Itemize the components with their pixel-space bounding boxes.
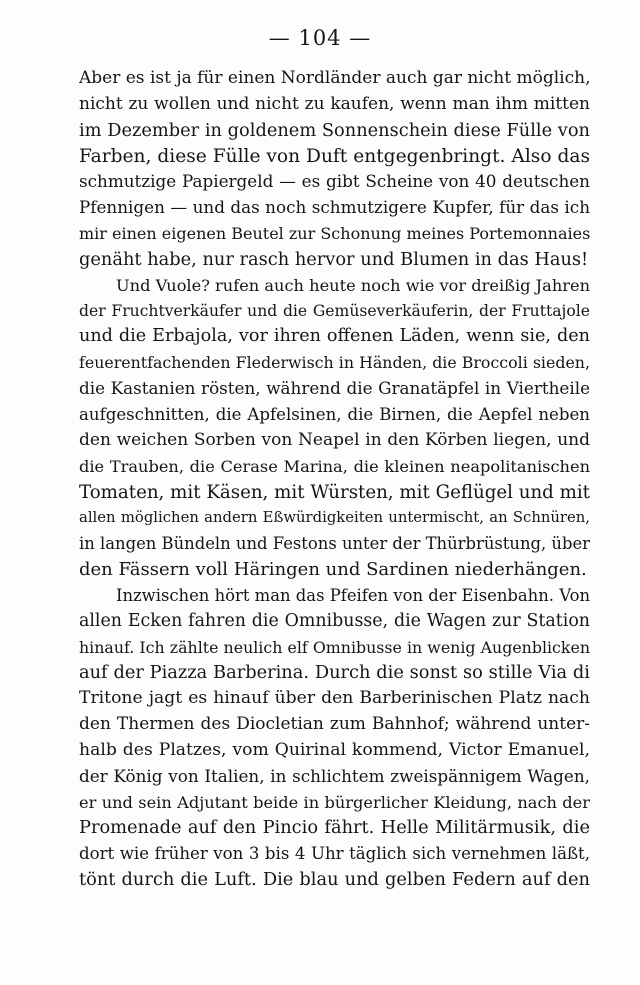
- text-line: mir einen eigenen Beutel zur Schonung meines Portemonnaies: [79, 224, 590, 244]
- text-line: hinauf. Ich zählte neulich elf Omnibusse in wenig Augenblicken: [79, 637, 590, 657]
- text-line: Promenade auf den Pincio fährt. Helle Militärmusik, die: [79, 817, 590, 839]
- text-line: die Trauben, die Cerase Marina, die kleinen neapolitanischen: [79, 456, 590, 476]
- text-line: Aber es ist ja für einen Nordländer auch gar nicht möglich,: [79, 68, 590, 88]
- text-line: dort wie früher von 3 bis 4 Uhr täglich sich vernehmen läßt,: [79, 844, 590, 864]
- text-line: Farben, diese Fülle von Duft entgegenbringt. Also das: [79, 145, 590, 167]
- text-line: allen möglichen andern Eßwürdigkeiten untermischt, an Schnüren,: [79, 509, 590, 527]
- text-line: Pfennigen — und das noch schmutzigere Kupfer, für das ich: [79, 197, 590, 218]
- text-line: der Fruchtverkäufer und die Gemüseverkäuferin, der Fruttajole: [79, 301, 590, 320]
- text-line: aufgeschnitten, die Apfelsinen, die Birnen, die Aepfel neben: [79, 404, 590, 424]
- text-line: auf der Piazza Barberina. Durch die sonst so stille Via di: [79, 662, 590, 684]
- text-line: tönt durch die Luft. Die blau und gelben Federn auf den: [79, 869, 590, 891]
- text-line: er und sein Adjutant beide in bürgerlicher Kleidung, nach der: [79, 792, 590, 812]
- text-line: den weichen Sorben von Neapel in den Körben liegen, und: [79, 429, 590, 450]
- text-line: im Dezember in goldenem Sonnenschein diese Fülle von: [79, 119, 590, 141]
- text-line: feuerentfachenden Flederwisch in Händen, die Broccoli sieden,: [79, 353, 590, 373]
- text-line: allen Ecken fahren die Omnibusse, die Wagen zur Station: [79, 610, 590, 631]
- text-line: und die Erbajola, vor ihren offenen Läden, wenn sie, den: [79, 326, 590, 347]
- text-line: Tritone jagt es hinauf über den Barberinischen Platz nach: [79, 688, 590, 709]
- text-line: in langen Bündeln und Festons unter der Thürbrüstung, über: [79, 534, 590, 554]
- text-line: nicht zu wollen und nicht zu kaufen, wenn man ihm mitten: [79, 93, 590, 114]
- text-line: Und Vuole? rufen auch heute noch wie vor dreißig Jahren: [116, 275, 590, 295]
- text-line: die Kastanien rösten, während die Granatäpfel in Viertheile: [79, 378, 590, 399]
- text-line: Tomaten, mit Käsen, mit Würsten, mit Geflügel und mit: [79, 481, 590, 503]
- body-text: [79, 66, 590, 893]
- page-number: — 104 —: [268, 26, 372, 50]
- text-line: halb des Platzes, vom Quirinal kommend, Victor Emanuel,: [79, 739, 590, 760]
- text-line: den Fässern voll Häringen und Sardinen niederhängen.: [79, 559, 587, 581]
- text-line: den Thermen des Diocletian zum Bahnhof; während unter-: [79, 714, 590, 735]
- text-line: schmutzige Papiergeld — es gibt Scheine von 40 deutschen: [79, 171, 590, 192]
- text-line: genäht habe, nur rasch hervor und Blumen in das Haus!: [79, 248, 589, 270]
- text-line: Inzwischen hört man das Pfeifen von der Eisenbahn. Von: [116, 585, 590, 605]
- text-line: der König von Italien, in schlichtem zweispännigem Wagen,: [79, 765, 590, 786]
